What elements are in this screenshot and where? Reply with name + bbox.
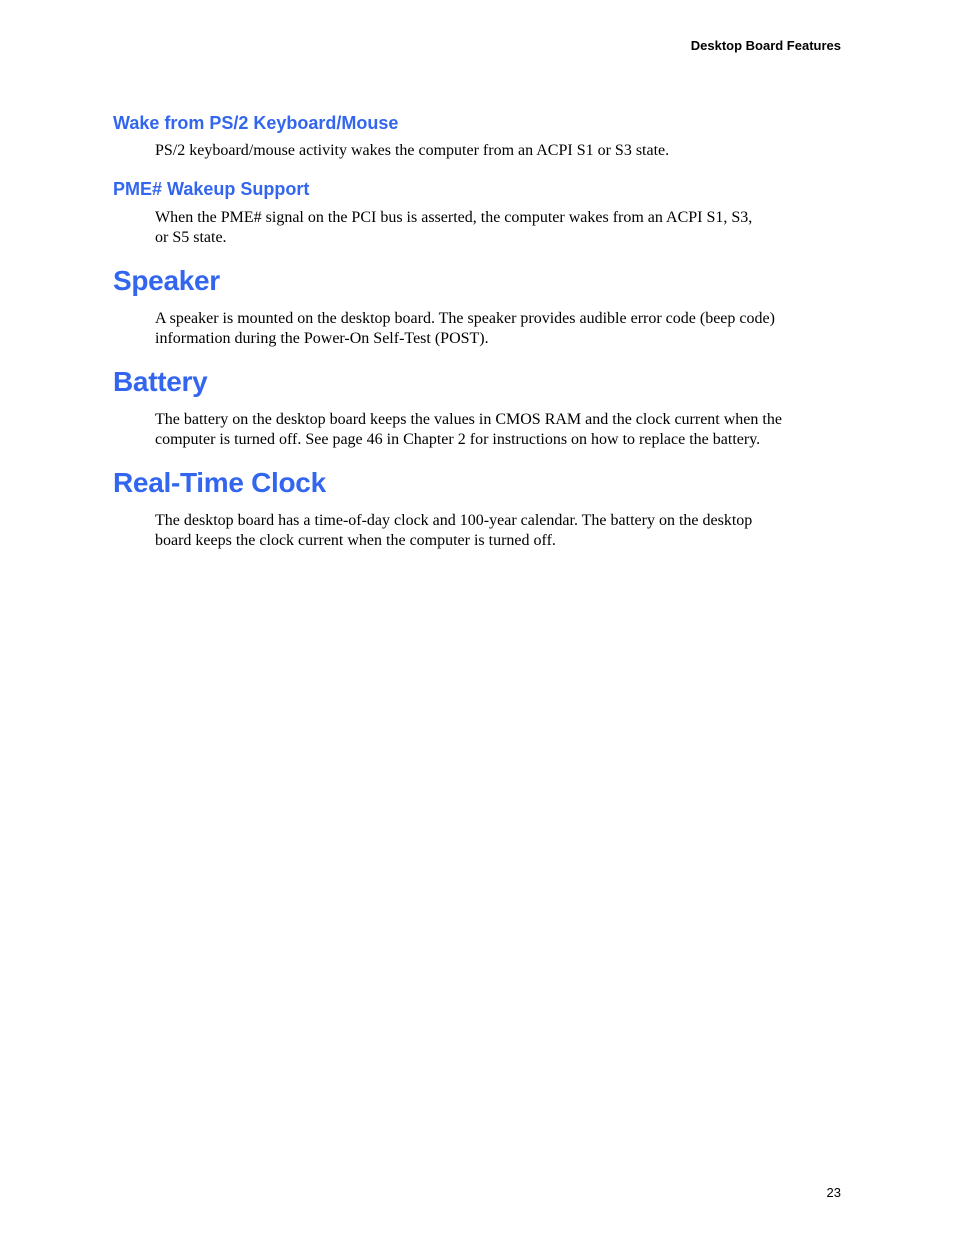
paragraph-line: The battery on the desktop board keeps the values in CMOS RAM and the clock current when the bbox=[155, 411, 782, 428]
paragraph-line: or S5 state. bbox=[155, 229, 227, 246]
running-header: Desktop Board Features bbox=[690, 38, 841, 53]
paragraph-battery bbox=[155, 410, 845, 450]
paragraph-line: information during the Power-On Self-Test (POST). bbox=[155, 330, 489, 347]
paragraph-wake-ps2 bbox=[155, 141, 845, 161]
paragraph-speaker bbox=[155, 309, 845, 349]
paragraph-line: A speaker is mounted on the desktop board. The speaker provides audible error code (beep code) bbox=[155, 310, 775, 327]
section-heading-battery: Battery bbox=[113, 366, 208, 397]
paragraph-line: board keeps the clock current when the computer is turned off. bbox=[155, 532, 556, 549]
section-heading-pme-wakeup: PME# Wakeup Support bbox=[113, 179, 310, 199]
page-number: 23 bbox=[826, 1185, 841, 1200]
paragraph-real-time-clock bbox=[155, 511, 845, 551]
paragraph-line: When the PME# signal on the PCI bus is asserted, the computer wakes from an ACPI S1, S3, bbox=[155, 209, 753, 226]
paragraph-line: PS/2 keyboard/mouse activity wakes the computer from an ACPI S1 or S3 state. bbox=[155, 142, 670, 159]
section-heading-speaker: Speaker bbox=[113, 265, 220, 296]
paragraph-pme-wakeup bbox=[155, 208, 845, 248]
section-heading-real-time-clock: Real-Time Clock bbox=[113, 467, 326, 498]
section-heading-wake-ps2: Wake from PS/2 Keyboard/Mouse bbox=[113, 113, 399, 133]
paragraph-line: The desktop board has a time-of-day clock and 100-year calendar. The battery on the desktop bbox=[155, 512, 753, 529]
paragraph-line: computer is turned off. See page 46 in Chapter 2 for instructions on how to replace the battery. bbox=[155, 431, 761, 448]
